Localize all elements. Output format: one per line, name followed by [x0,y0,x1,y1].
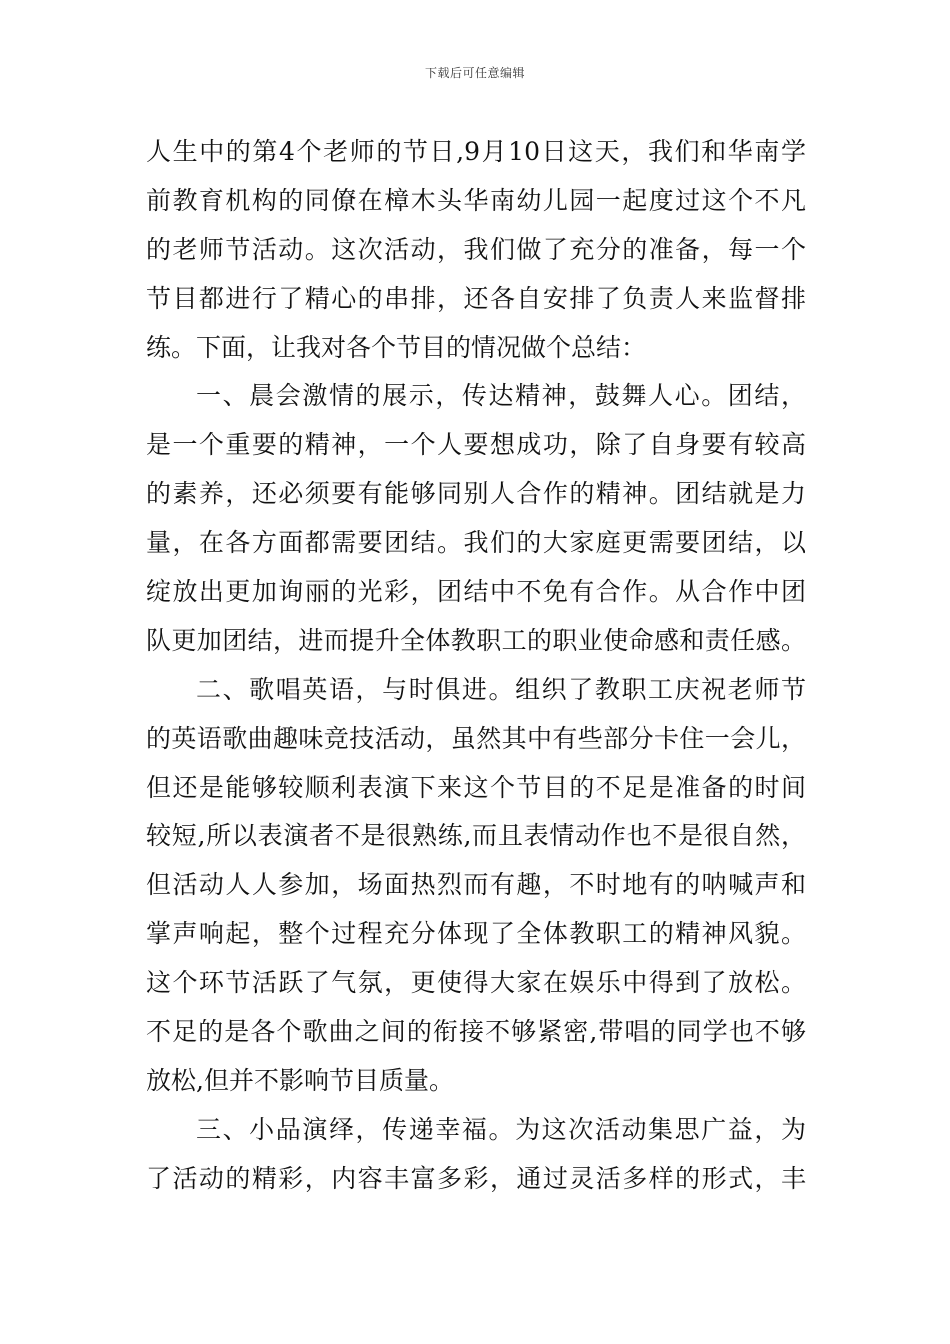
text-line: 是一个重要的精神，一个人要想成功，除了自身要有较高 [146,430,806,460]
text-line: 的老师节活动。这次活动，我们做了充分的准备，每一个 [146,234,806,264]
text-line: 二、歌唱英语，与时俱进。组织了教职工庆祝老师节 [196,674,806,704]
text-line: 一、晨会激情的展示，传达精神，鼓舞人心。团结， [196,381,806,411]
text-line: 人生中的第4个老师的节日,9月10日这天，我们和华南学 [146,137,806,166]
text-line: 不足的是各个歌曲之间的衔接不够紧密,带唱的同学也不够 [146,1017,806,1047]
text-line: 了活动的精彩，内容丰富多彩，通过灵活多样的形式，丰 [146,1163,806,1193]
document-body [146,128,806,1204]
text-line: 绽放出更加询丽的光彩，团结中不免有合作。从合作中团 [146,577,806,607]
text-line: 这个环节活跃了气氛，更使得大家在娱乐中得到了放松。 [146,968,806,998]
text-line: 但活动人人参加，场面热烈而有趣，不时地有的呐喊声和 [146,870,806,900]
text-line: 三、小品演绎，传递幸福。为这次活动集思广益，为 [196,1114,806,1144]
text-line: 练。下面，让我对各个节目的情况做个总结： [146,332,647,362]
text-line: 较短,所以表演者不是很熟练,而且表情动作也不是很自然， [146,821,806,851]
page-header: 下载后可任意编辑 [424,66,525,80]
text-line: 掌声响起，整个过程充分体现了全体教职工的精神风貌。 [146,919,806,949]
text-line: 的英语歌曲趣味竞技活动，虽然其中有些部分卡住一会儿， [146,723,806,753]
text-line: 队更加团结，进而提升全体教职工的职业使命感和责任感。 [146,625,806,655]
text-line: 但还是能够较顺利表演下来这个节目的不足是准备的时间 [146,772,806,802]
text-line: 的素养，还必须要有能够同别人合作的精神。团结就是力 [146,479,806,509]
text-line: 前教育机构的同僚在樟木头华南幼儿园一起度过这个不凡 [146,185,806,215]
text-line: 量，在各方面都需要团结。我们的大家庭更需要团结，以 [146,528,806,558]
text-line: 放松,但并不影响节目质量。 [146,1065,454,1095]
text-line: 节目都进行了精心的串排，还各自安排了负责人来监督排 [146,283,806,313]
